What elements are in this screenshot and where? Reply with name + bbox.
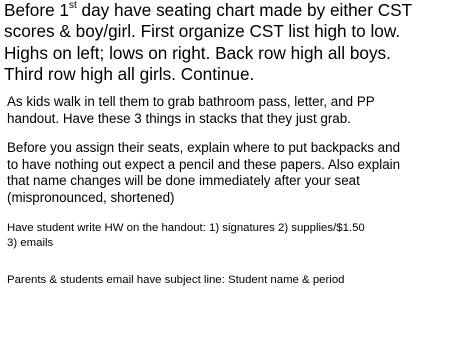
heading-line-1-start: Before 1 <box>4 0 69 20</box>
paragraph-2-line-1: Before you assign their seats, explain where to put backpacks and <box>7 140 401 155</box>
homework-note-line-2: 3) emails <box>7 237 54 249</box>
heading-line-3: Highs on left; lows on right. Back row high all boys. <box>4 42 391 63</box>
instruction-paragraph-1 <box>7 94 375 127</box>
email-subject-note <box>7 273 345 288</box>
heading-line-2: scores & boy/girl. First organize CST list high to low. <box>4 21 401 42</box>
paragraph-1-line-2: handout. Have these 3 things in stacks that they just grab. <box>7 110 351 126</box>
heading-line-1 <box>4 0 448 21</box>
slide-heading <box>4 0 448 85</box>
instruction-paragraph-2 <box>7 140 400 206</box>
heading-line-1-end: day have seating chart made by either CST <box>76 0 413 20</box>
ordinal-suffix: st <box>68 0 77 12</box>
email-note-line-1: Parents & students email have subject line: Student name & period <box>7 274 345 286</box>
homework-note-line-1: Have student write HW on the handout: 1) signatures 2) supplies/$1.50 <box>7 222 365 234</box>
paragraph-2-line-2: to have nothing out expect a pencil and these papers. Also explain <box>7 156 401 172</box>
paragraph-2-line-3: that name changes will be done immediately after your seat <box>7 173 360 188</box>
paragraph-2-line-4: (mispronounced, shortened) <box>7 189 175 205</box>
paragraph-1-line-1: As kids walk in tell them to grab bathroom pass, letter, and PP <box>7 94 375 109</box>
homework-note <box>7 221 365 251</box>
heading-line-4: Third row high all girls. Continue. <box>4 63 255 84</box>
